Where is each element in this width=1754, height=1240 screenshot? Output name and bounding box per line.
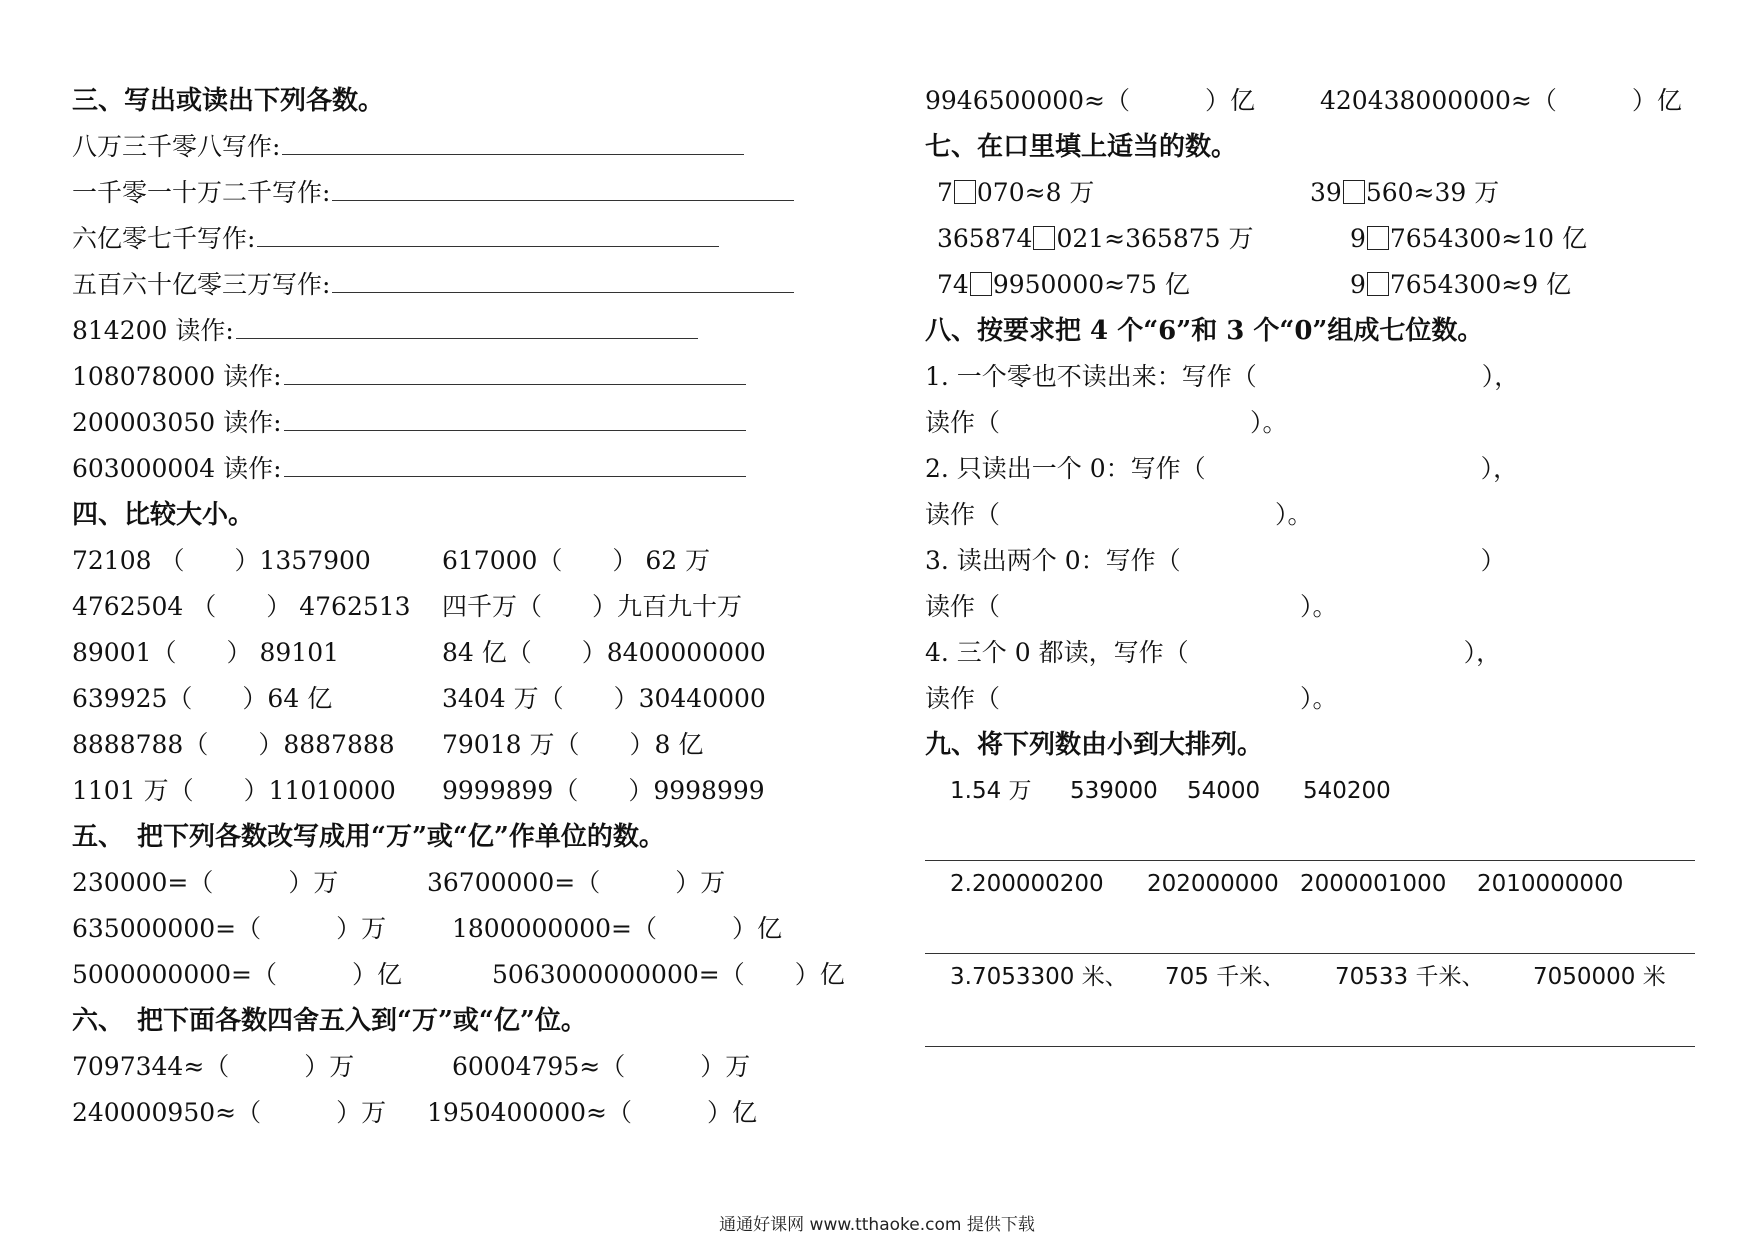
s3-item-label: 603000004 读作: xyxy=(72,454,282,483)
answer-blank[interactable] xyxy=(284,404,746,431)
s5-row xyxy=(72,860,832,906)
s9-row-1 xyxy=(925,768,1695,814)
sort-item: 2010000000 xyxy=(1477,871,1624,897)
s8-write-2: 2. 只读出一个 0：写作（ ）， xyxy=(925,454,1519,483)
fill-box-item xyxy=(937,216,1253,262)
round-row-top xyxy=(925,78,1695,124)
fill-box-item xyxy=(1350,216,1587,262)
section-5-heading: 五、 把下列各数改写成用“万”或“亿”作单位的数。 xyxy=(72,822,665,852)
suffix: 7654300≈10 亿 xyxy=(1389,224,1587,253)
s4-row xyxy=(72,676,832,722)
compare-left: 4762504 （ ） 4762513 xyxy=(72,592,411,621)
sort-item: 54000 xyxy=(1187,778,1261,804)
section-6-heading: 六、 把下面各数四舍五入到“万”或“亿”位。 xyxy=(72,1006,587,1036)
compare-right: 617000（ ） 62 万 xyxy=(442,546,711,575)
footer-credit: 通通好课网 www.tthaoke.com 提供下载 xyxy=(719,1215,1035,1235)
fill-box[interactable] xyxy=(1367,226,1389,250)
prefix: 39 xyxy=(1310,178,1342,207)
fill-box[interactable] xyxy=(1367,272,1389,296)
s3-item-label: 一千零一十万二千写作: xyxy=(72,178,331,207)
section-7-heading: 七、在口里填上适当的数。 xyxy=(925,132,1238,162)
compare-left: 1101 万（ ）11010000 xyxy=(72,776,396,805)
rewrite-right: 1800000000=（ ）亿 xyxy=(452,914,783,943)
fill-box-item xyxy=(1350,262,1571,308)
prefix: 365874 xyxy=(937,224,1033,253)
answer-line[interactable] xyxy=(925,814,1695,861)
fill-box[interactable] xyxy=(954,180,976,204)
round-right: 420438000000≈（ ）亿 xyxy=(1320,86,1682,115)
s6-row xyxy=(72,1090,832,1136)
answer-blank[interactable] xyxy=(284,450,746,477)
round-right: 1950400000≈（ ）亿 xyxy=(427,1098,758,1127)
sort-item: 705 千米、 xyxy=(1165,964,1286,990)
fill-box-item xyxy=(937,170,1094,216)
sort-item: 202000000 xyxy=(1147,871,1279,897)
fill-box-item xyxy=(1310,170,1499,216)
suffix: 9950000≈75 亿 xyxy=(992,270,1190,299)
rewrite-left: 230000=（ ）万 xyxy=(72,868,339,897)
rewrite-left: 635000000=（ ）万 xyxy=(72,914,387,943)
suffix: 070≈8 万 xyxy=(976,178,1095,207)
section-3-heading: 三、写出或读出下列各数。 xyxy=(72,86,385,116)
s4-row xyxy=(72,722,832,768)
s7-row xyxy=(925,262,1695,308)
s3-item-3 xyxy=(72,216,832,262)
s3-item-label: 200003050 读作: xyxy=(72,408,282,437)
answer-blank[interactable] xyxy=(332,174,794,201)
s9-row-3 xyxy=(925,954,1695,1000)
sort-item: 2.200000200 xyxy=(950,871,1104,897)
round-right: 60004795≈（ ）万 xyxy=(452,1052,751,1081)
s8-read-2: 读作（ ）。 xyxy=(925,500,1313,529)
s7-row xyxy=(925,170,1695,216)
s3-item-label: 108078000 读作: xyxy=(72,362,282,391)
s9-row-2 xyxy=(925,861,1695,907)
sort-item: 7050000 米 xyxy=(1533,964,1666,990)
fill-box[interactable] xyxy=(1343,180,1365,204)
s3-item-7 xyxy=(72,400,832,446)
section-9-heading: 九、将下列数由小到大排列。 xyxy=(925,730,1264,760)
suffix: 021≈365875 万 xyxy=(1056,224,1254,253)
left-column xyxy=(72,78,845,1136)
compare-right: 3404 万（ ）30440000 xyxy=(442,684,766,713)
fill-box-item xyxy=(937,262,1190,308)
s3-item-4 xyxy=(72,262,832,308)
s3-item-1 xyxy=(72,124,832,170)
prefix: 9 xyxy=(1350,224,1366,253)
s3-item-label: 五百六十亿零三万写作: xyxy=(72,270,331,299)
compare-right: 9999899（ ）9998999 xyxy=(442,776,765,805)
answer-blank[interactable] xyxy=(257,220,719,247)
right-column xyxy=(925,78,1695,1047)
s4-row xyxy=(72,538,832,584)
s8-read-4: 读作（ ）。 xyxy=(925,684,1338,713)
s8-write-1: 1. 一个零也不读出来：写作（ ）， xyxy=(925,362,1520,391)
answer-blank[interactable] xyxy=(282,128,744,155)
s8-read-1: 读作（ ）。 xyxy=(925,408,1288,437)
sort-item: 540200 xyxy=(1303,778,1391,804)
s5-row xyxy=(72,952,845,998)
s3-item-label: 八万三千零八写作: xyxy=(72,132,281,161)
sort-item: 2000001000 xyxy=(1300,871,1447,897)
round-left: 7097344≈（ ）万 xyxy=(72,1052,355,1081)
s3-item-5 xyxy=(72,308,832,354)
sort-item: 539000 xyxy=(1070,778,1158,804)
prefix: 7 xyxy=(937,178,953,207)
rewrite-right: 5063000000000=（ ）亿 xyxy=(492,960,845,989)
sort-item: 70533 千米、 xyxy=(1335,964,1485,990)
s8-write-4: 4. 三个 0 都读，写作（ ）， xyxy=(925,638,1502,667)
s3-item-8 xyxy=(72,446,832,492)
compare-left: 89001（ ） 89101 xyxy=(72,638,340,667)
s8-write-3: 3. 读出两个 0：写作（ ） xyxy=(925,546,1506,575)
section-4-heading: 四、比较大小。 xyxy=(72,500,255,530)
suffix: 7654300≈9 亿 xyxy=(1389,270,1572,299)
s3-item-label: 六亿零七千写作: xyxy=(72,224,256,253)
compare-right: 84 亿（ ）8400000000 xyxy=(442,638,766,667)
compare-left: 72108 （ ）1357900 xyxy=(72,546,371,575)
section-8-heading: 八、按要求把 4 个“6”和 3 个“0”组成七位数。 xyxy=(925,316,1484,346)
answer-blank[interactable] xyxy=(332,266,794,293)
suffix: 560≈39 万 xyxy=(1365,178,1500,207)
compare-right: 79018 万（ ）8 亿 xyxy=(442,730,704,759)
compare-left: 8888788（ ）8887888 xyxy=(72,730,395,759)
answer-line[interactable] xyxy=(925,1000,1695,1047)
fill-box[interactable] xyxy=(970,272,992,296)
s3-item-2 xyxy=(72,170,832,216)
s5-row xyxy=(72,906,832,952)
sort-item: 1.54 万 xyxy=(950,778,1032,804)
answer-line[interactable] xyxy=(925,907,1695,954)
compare-left: 639925（ ）64 亿 xyxy=(72,684,333,713)
round-left: 240000950≈（ ）万 xyxy=(72,1098,387,1127)
answer-blank[interactable] xyxy=(284,358,746,385)
s4-row xyxy=(72,584,832,630)
s3-item-label: 814200 读作: xyxy=(72,316,234,345)
s3-item-6 xyxy=(72,354,832,400)
rewrite-left: 5000000000=（ ）亿 xyxy=(72,960,403,989)
answer-blank[interactable] xyxy=(236,312,698,339)
prefix: 9 xyxy=(1350,270,1366,299)
rewrite-right: 36700000=（ ）万 xyxy=(427,868,726,897)
sort-item: 3.7053300 米、 xyxy=(950,964,1128,990)
s6-row xyxy=(72,1044,832,1090)
s4-row xyxy=(72,768,832,814)
s8-read-3: 读作（ ）。 xyxy=(925,592,1338,621)
fill-box[interactable] xyxy=(1033,226,1055,250)
s4-row xyxy=(72,630,832,676)
prefix: 74 xyxy=(937,270,969,299)
s7-row xyxy=(925,216,1695,262)
round-left: 9946500000≈（ ）亿 xyxy=(925,86,1256,115)
compare-right: 四千万（ ）九百九十万 xyxy=(442,592,743,621)
